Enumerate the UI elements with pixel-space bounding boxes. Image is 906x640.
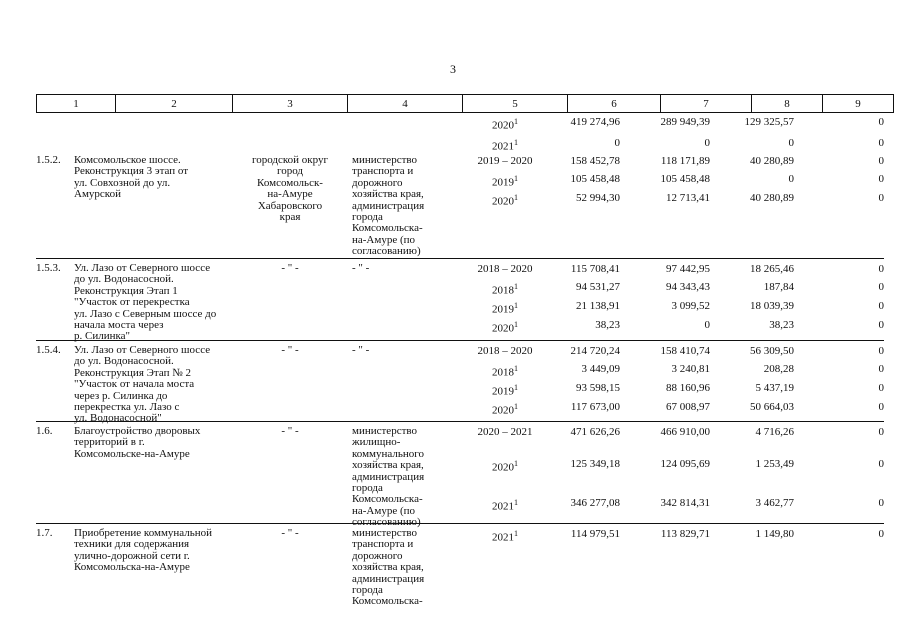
- table-row: [0, 524, 906, 640]
- value-col-6: 158 452,78: [570, 155, 620, 167]
- value-col-9: 0: [878, 401, 884, 413]
- row-name: Благоустройство дворовых территорий в г. Комсомольске-на-Амуре: [74, 425, 201, 460]
- value-col-6: 214 720,24: [570, 345, 620, 357]
- value-col-7: 12 713,41: [666, 192, 710, 204]
- value-col-9: 0: [878, 116, 884, 128]
- value-col-7: 3 240,81: [671, 363, 710, 375]
- header-col-3: 3: [233, 95, 348, 113]
- value-col-8: 129 325,57: [744, 116, 794, 128]
- value-col-9: 0: [878, 192, 884, 204]
- value-col-7: 3 099,52: [671, 300, 710, 312]
- value-col-6: 125 349,18: [570, 458, 620, 470]
- header-col-4: 4: [348, 95, 463, 113]
- row-name: Ул. Лазо от Северного шоссе до ул. Водонасосной. Реконструкция Этап № 2 "Участок от начала моста через р. Силинка до перекрестка ул. Лазо с ул. Водонасосной": [74, 344, 211, 425]
- value-col-6: 52 994,30: [576, 192, 620, 204]
- value-year: [455, 116, 555, 132]
- value-year: [455, 363, 555, 379]
- row-number: 1.5.2.: [36, 154, 61, 166]
- table-row: [0, 422, 906, 529]
- footnote-mark: 1: [514, 498, 518, 507]
- footnote-mark: 1: [514, 117, 518, 126]
- year-text: 2019: [492, 385, 514, 398]
- value-year: [455, 528, 555, 544]
- year-text: 2018: [492, 284, 514, 297]
- footnote-mark: 1: [514, 459, 518, 468]
- year-text: 2018 – 2020: [477, 345, 533, 357]
- year-text: 2019: [492, 303, 514, 316]
- year-text: 2020: [492, 119, 514, 132]
- footnote-mark: 1: [514, 174, 518, 183]
- header-col-6: 6: [568, 95, 661, 113]
- year-text: 2021: [492, 531, 514, 544]
- header-col-2: 2: [116, 95, 233, 113]
- value-year: [455, 382, 555, 398]
- value-col-8: 40 280,89: [750, 192, 794, 204]
- value-col-8: 40 280,89: [750, 155, 794, 167]
- value-col-7: 124 095,69: [660, 458, 710, 470]
- value-col-7: 0: [704, 319, 710, 331]
- value-col-9: 0: [878, 497, 884, 509]
- footnote-mark: 1: [514, 364, 518, 373]
- footnote-mark: 1: [514, 282, 518, 291]
- value-year: [455, 426, 555, 438]
- row-executor: городской округ город Комсомольск- на-Амуре Хабаровского края: [251, 154, 329, 224]
- value-year: [455, 263, 555, 275]
- value-col-6: 471 626,26: [570, 426, 620, 438]
- value-col-8: 4 716,26: [755, 426, 794, 438]
- row-name: Ул. Лазо от Северного шоссе до ул. Водонасосной. Реконструкция Этап 1 "Участок от перекрестка ул. Лазо с Северным шоссе до начала моста через р. Силинка": [74, 262, 217, 343]
- value-col-7: 289 949,39: [660, 116, 710, 128]
- header-col-7: 7: [661, 95, 752, 113]
- value-col-9: 0: [878, 345, 884, 357]
- row-responsible: министерство жилищно- коммунального хозяйства края, администрация города Комсомольска- на-Амуре (по согласованию): [352, 425, 425, 529]
- value-col-8: 208,28: [763, 363, 794, 375]
- value-col-6: 346 277,08: [570, 497, 620, 509]
- value-year: [455, 458, 555, 474]
- value-col-9: 0: [878, 528, 884, 540]
- value-year: [455, 281, 555, 297]
- value-col-7: 105 458,48: [660, 173, 710, 185]
- value-col-8: 38,23: [769, 319, 794, 331]
- year-text: 2019: [492, 176, 514, 189]
- value-col-9: 0: [878, 155, 884, 167]
- page-number: 3: [450, 62, 456, 76]
- value-col-7: 88 160,96: [666, 382, 710, 394]
- header-row: [37, 95, 894, 113]
- row-responsible: - " -: [352, 344, 370, 356]
- value-col-7: 158 410,74: [660, 345, 710, 357]
- header-col-5: 5: [463, 95, 568, 113]
- row-number: 1.5.3.: [36, 262, 61, 274]
- value-col-8: 5 437,19: [755, 382, 794, 394]
- footnote-mark: 1: [514, 193, 518, 202]
- value-col-9: 0: [878, 300, 884, 312]
- table-header: [36, 94, 894, 113]
- value-col-7: 94 343,43: [666, 281, 710, 293]
- year-text: 2020: [492, 322, 514, 335]
- row-executor: - " -: [281, 527, 299, 539]
- row-number: 1.7.: [36, 527, 53, 539]
- footnote-mark: 1: [514, 301, 518, 310]
- value-col-6: 93 598,15: [576, 382, 620, 394]
- value-year: [455, 173, 555, 189]
- year-text: 2021: [492, 500, 514, 513]
- row-name: Комсомольское шоссе. Реконструкция 3 этап от ул. Совхозной до ул. Амурской: [74, 154, 189, 201]
- row-responsible: министерство транспорта и дорожного хозяйства края, администрация города Комсомольска- на-Амуре (по согласованию): [352, 154, 425, 258]
- row-number: 1.5.4.: [36, 344, 61, 356]
- value-col-8: 18 265,46: [750, 263, 794, 275]
- year-text: 2021: [492, 140, 514, 153]
- footnote-mark: 1: [514, 402, 518, 411]
- value-col-8: 3 462,77: [755, 497, 794, 509]
- header-col-1: 1: [37, 95, 116, 113]
- value-col-6: 115 708,41: [570, 263, 620, 275]
- header-col-9: 9: [823, 95, 894, 113]
- footnote-mark: 1: [514, 529, 518, 538]
- value-col-9: 0: [878, 137, 884, 149]
- row-responsible: - " -: [352, 262, 370, 274]
- footnote-mark: 1: [514, 138, 518, 147]
- table-row: [0, 112, 906, 151]
- value-col-6: 114 979,51: [570, 528, 620, 540]
- table-row: [0, 151, 906, 259]
- value-year: [455, 155, 555, 167]
- value-col-8: 0: [788, 173, 794, 185]
- row-name: Приобретение коммунальной техники для содержания улично-дорожной сети г. Комсомольска-на-Амуре: [74, 527, 213, 574]
- row-executor: - " -: [281, 262, 299, 274]
- row-number: 1.6.: [36, 425, 53, 437]
- table-row: [0, 259, 906, 341]
- year-text: 2020: [492, 461, 514, 474]
- value-year: [455, 300, 555, 316]
- year-text: 2020: [492, 404, 514, 417]
- value-col-8: 18 039,39: [750, 300, 794, 312]
- value-col-9: 0: [878, 458, 884, 470]
- value-col-7: 0: [704, 137, 710, 149]
- table-row: [0, 341, 906, 425]
- value-col-7: 113 829,71: [660, 528, 710, 540]
- value-col-7: 466 910,00: [660, 426, 710, 438]
- value-col-9: 0: [878, 173, 884, 185]
- value-col-6: 38,23: [595, 319, 620, 331]
- value-col-6: 419 274,96: [570, 116, 620, 128]
- value-col-6: 3 449,09: [581, 363, 620, 375]
- value-col-9: 0: [878, 281, 884, 293]
- value-col-8: 1 149,80: [755, 528, 794, 540]
- value-col-6: 117 673,00: [570, 401, 620, 413]
- value-col-8: 0: [788, 137, 794, 149]
- value-col-8: 50 664,03: [750, 401, 794, 413]
- value-col-6: 21 138,91: [576, 300, 620, 312]
- value-year: [455, 192, 555, 208]
- footnote-mark: 1: [514, 383, 518, 392]
- year-text: 2020: [492, 195, 514, 208]
- year-text: 2019 – 2020: [477, 155, 533, 167]
- value-col-8: 187,84: [763, 281, 794, 293]
- value-col-7: 118 171,89: [660, 155, 710, 167]
- year-text: 2020 – 2021: [477, 426, 533, 438]
- header-col-8: 8: [752, 95, 823, 113]
- year-text: 2018: [492, 366, 514, 379]
- value-col-9: 0: [878, 382, 884, 394]
- value-year: [455, 401, 555, 417]
- value-col-7: 342 814,31: [660, 497, 710, 509]
- value-col-6: 105 458,48: [570, 173, 620, 185]
- value-year: [455, 319, 555, 335]
- value-year: [455, 497, 555, 513]
- value-col-8: 56 309,50: [750, 345, 794, 357]
- footnote-mark: 1: [514, 320, 518, 329]
- row-executor: - " -: [281, 425, 299, 437]
- value-col-7: 67 008,97: [666, 401, 710, 413]
- value-col-9: 0: [878, 363, 884, 375]
- value-col-7: 97 442,95: [666, 263, 710, 275]
- value-col-6: 0: [614, 137, 620, 149]
- value-year: [455, 345, 555, 357]
- row-executor: - " -: [281, 344, 299, 356]
- value-col-9: 0: [878, 319, 884, 331]
- value-col-6: 94 531,27: [576, 281, 620, 293]
- year-text: 2018 – 2020: [477, 263, 533, 275]
- value-col-9: 0: [878, 263, 884, 275]
- value-col-9: 0: [878, 426, 884, 438]
- value-col-8: 1 253,49: [755, 458, 794, 470]
- row-responsible: министерство транспорта и дорожного хозяйства края, администрация города Комсомольска-: [352, 527, 425, 608]
